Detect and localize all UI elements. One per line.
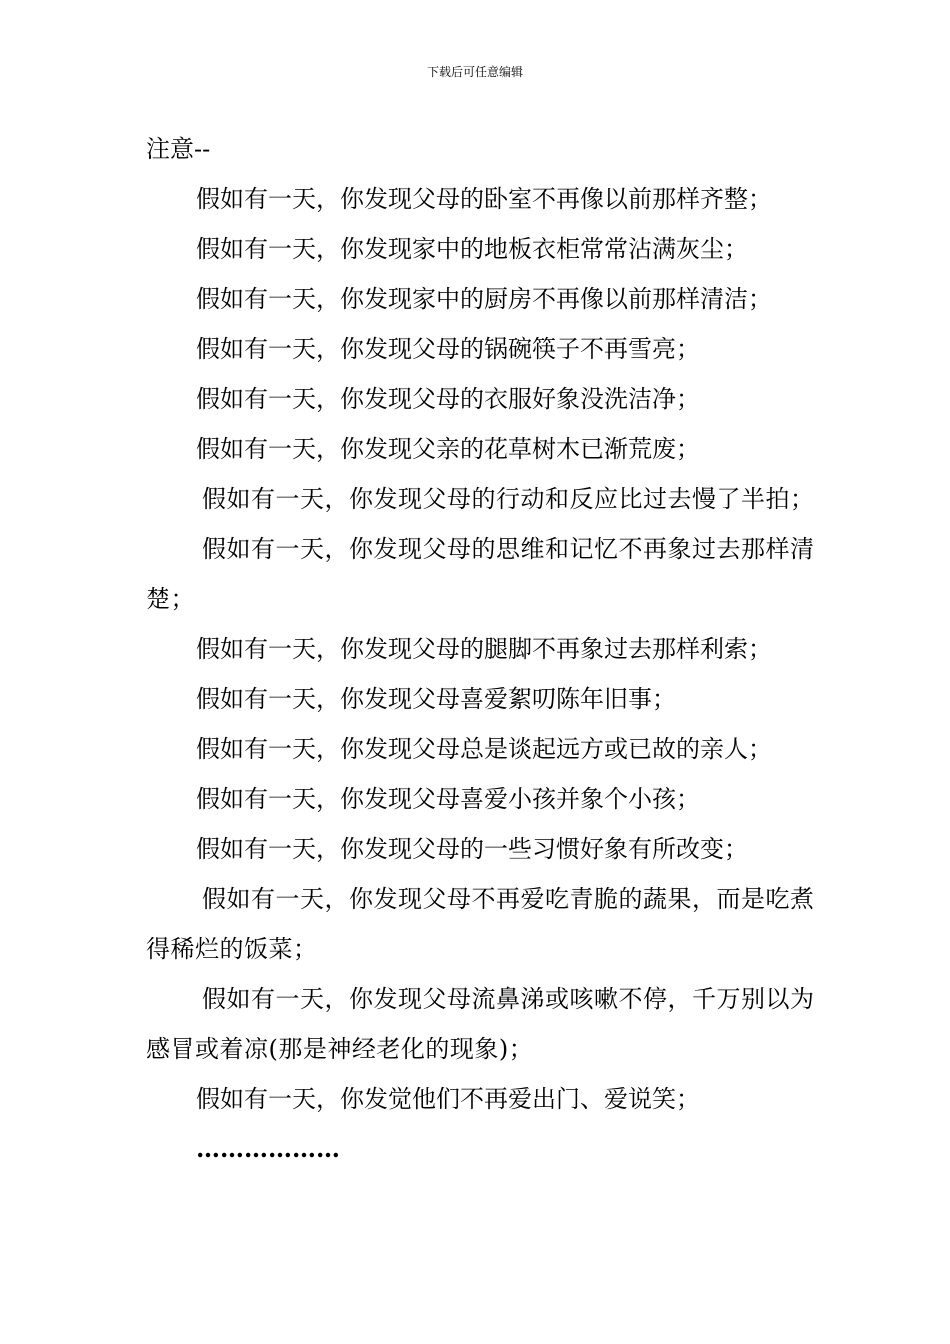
paragraph-line: 假如有一天，你发现父母总是谈起远方或已故的亲人； [196,735,772,763]
paragraph-wrapped: 假如有一天，你发现父母的思维和记忆不再象过去那样清楚； [146,535,815,613]
ellipsis-line: ……………… [196,1134,340,1163]
paragraph-line: 假如有一天，你发现父母喜爱絮叨陈年旧事； [196,685,676,713]
paragraph-line: 假如有一天，你发现父母的衣服好象没洗洁净； [196,385,700,413]
paragraph-line: 假如有一天，你发现父母的卧室不再像以前那样齐整； [196,185,772,213]
paragraph-wrapped: 假如有一天，你发现父母不再爱吃青脆的蔬果，而是吃煮得稀烂的饭菜； [146,885,815,963]
paragraph-line: 假如有一天，你发现家中的厨房不再像以前那样清洁； [196,285,772,313]
paragraph-line: 假如有一天，你发现父母的腿脚不再象过去那样利索； [196,635,772,663]
paragraph-line: 假如有一天，你发现父亲的花草树木已渐荒废； [196,435,700,463]
paragraph-line: 假如有一天，你发现家中的地板衣柜常常沾满灰尘； [196,235,748,263]
paragraph-line: 假如有一天，你发觉他们不再爱出门、爱说笑； [196,1085,700,1113]
paragraph-line: 假如有一天，你发现父母的一些习惯好象有所改变； [196,835,748,863]
section-heading: 注意-- [146,135,211,163]
paragraph-line: 假如有一天，你发现父母的锅碗筷子不再雪亮； [196,335,700,363]
paragraph-wrapped: 假如有一天，你发现父母流鼻涕或咳嗽不停，千万别以为感冒或着凉(那是神经老化的现象)； [146,985,815,1063]
page-header: 下载后可任意编辑 [426,65,523,79]
paragraph-line: 假如有一天，你发现父母喜爱小孩并象个小孩； [196,785,700,813]
document-body [146,124,816,1174]
paragraph-wrapped: 假如有一天，你发现父母的行动和反应比过去慢了半拍； [202,485,815,513]
